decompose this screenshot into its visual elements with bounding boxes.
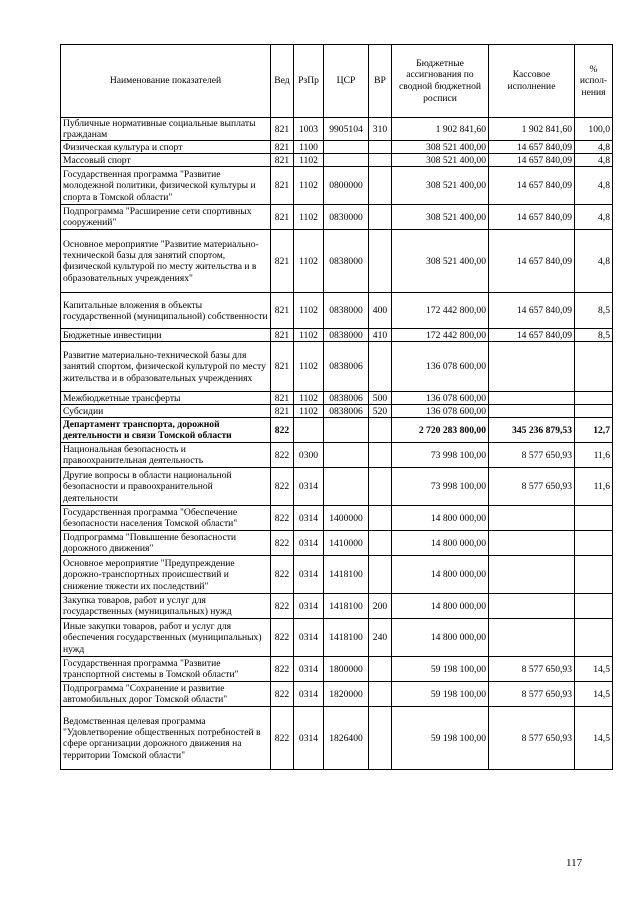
- row-rzpr: 0314: [294, 556, 324, 594]
- row-pct: 8,5: [575, 329, 613, 342]
- row-cash: [489, 405, 575, 418]
- row-cash: 8 577 650,93: [489, 707, 575, 770]
- header-ved: Вед: [271, 45, 294, 118]
- row-ved: 821: [271, 141, 294, 154]
- row-pct: [575, 556, 613, 594]
- table-row: [61, 657, 613, 682]
- row-name: Межбюджетные трансферты: [61, 392, 271, 405]
- table-row: [61, 594, 613, 619]
- row-vr: [369, 506, 392, 531]
- row-rzpr: 0314: [294, 506, 324, 531]
- row-name: Основное мероприятие "Предупреждение дорожно-транспортных происшествий и снижение тяжести их последствий": [61, 556, 271, 594]
- table-row: [61, 392, 613, 405]
- row-ved: 821: [271, 118, 294, 141]
- row-csr: 1800000: [324, 657, 369, 682]
- table-row: [61, 468, 613, 506]
- row-csr: 0838000: [324, 230, 369, 293]
- row-rzpr: 1102: [294, 342, 324, 392]
- row-assigned: 14 800 000,00: [392, 556, 489, 594]
- row-pct: 14,5: [575, 707, 613, 770]
- row-name: Бюджетные инвестиции: [61, 329, 271, 342]
- table-row: [61, 443, 613, 468]
- row-csr: 0838006: [324, 405, 369, 418]
- row-rzpr: 0314: [294, 468, 324, 506]
- row-cash: [489, 619, 575, 657]
- row-assigned: 73 998 100,00: [392, 468, 489, 506]
- row-csr: 0830000: [324, 205, 369, 230]
- row-csr: [324, 141, 369, 154]
- row-rzpr: 1102: [294, 329, 324, 342]
- table-row: [61, 405, 613, 418]
- row-rzpr: 0314: [294, 594, 324, 619]
- header-pct: % испол-нения: [575, 45, 613, 118]
- row-cash: [489, 556, 575, 594]
- row-cash: [489, 506, 575, 531]
- row-name: Развитие материально-технической базы для занятий спортом, физической культурой по месту жительства и в образовательных учреждениях: [61, 342, 271, 392]
- table-row: [61, 418, 613, 443]
- row-pct: 8,5: [575, 293, 613, 329]
- table-row: [61, 619, 613, 657]
- row-csr: 0838006: [324, 342, 369, 392]
- row-assigned: 308 521 400,00: [392, 205, 489, 230]
- row-name: Субсидии: [61, 405, 271, 418]
- row-csr: 1418100: [324, 556, 369, 594]
- row-name: Подпрограмма "Расширение сети спортивных сооружений": [61, 205, 271, 230]
- row-csr: 1820000: [324, 682, 369, 707]
- page-number: 117: [566, 857, 583, 869]
- row-vr: 400: [369, 293, 392, 329]
- row-assigned: 136 078 600,00: [392, 342, 489, 392]
- row-ved: 822: [271, 657, 294, 682]
- row-rzpr: 0314: [294, 531, 324, 556]
- row-ved: 821: [271, 293, 294, 329]
- row-vr: 410: [369, 329, 392, 342]
- row-csr: 0838006: [324, 392, 369, 405]
- row-csr: [324, 468, 369, 506]
- row-assigned: 14 800 000,00: [392, 531, 489, 556]
- table-row: [61, 230, 613, 293]
- row-pct: 100,0: [575, 118, 613, 141]
- row-assigned: 308 521 400,00: [392, 230, 489, 293]
- row-vr: 240: [369, 619, 392, 657]
- row-vr: [369, 531, 392, 556]
- row-ved: 822: [271, 418, 294, 443]
- row-ved: 821: [271, 329, 294, 342]
- row-cash: 8 577 650,93: [489, 443, 575, 468]
- row-cash: [489, 342, 575, 392]
- row-pct: [575, 594, 613, 619]
- row-pct: [575, 405, 613, 418]
- row-ved: 821: [271, 405, 294, 418]
- row-rzpr: 0314: [294, 707, 324, 770]
- row-rzpr: 0314: [294, 682, 324, 707]
- row-ved: 822: [271, 682, 294, 707]
- row-vr: [369, 682, 392, 707]
- header-assignments: Бюджетные ассигнования по сводной бюджетной росписи: [392, 45, 489, 118]
- row-vr: 500: [369, 392, 392, 405]
- row-csr: [324, 154, 369, 167]
- row-cash: 14 657 840,09: [489, 205, 575, 230]
- row-vr: 520: [369, 405, 392, 418]
- row-csr: 1410000: [324, 531, 369, 556]
- row-rzpr: 1003: [294, 118, 324, 141]
- row-name: Подпрограмма "Повышение безопасности дорожного движения": [61, 531, 271, 556]
- row-name: Ведомственная целевая программа "Удовлетворение общественных потребностей в сфере организации дорожного движения на территории Томской области": [61, 707, 271, 770]
- row-vr: 200: [369, 594, 392, 619]
- row-ved: 821: [271, 230, 294, 293]
- row-cash: 8 577 650,93: [489, 657, 575, 682]
- row-cash: 14 657 840,09: [489, 167, 575, 205]
- row-cash: 14 657 840,09: [489, 154, 575, 167]
- row-rzpr: 1100: [294, 141, 324, 154]
- table-row: [61, 506, 613, 531]
- table-row: [61, 342, 613, 392]
- row-pct: 12,7: [575, 418, 613, 443]
- row-pct: 11,6: [575, 443, 613, 468]
- row-vr: [369, 556, 392, 594]
- table-row: [61, 707, 613, 770]
- row-cash: 8 577 650,93: [489, 468, 575, 506]
- table-row: [61, 329, 613, 342]
- row-vr: [369, 154, 392, 167]
- row-pct: [575, 506, 613, 531]
- row-assigned: 136 078 600,00: [392, 405, 489, 418]
- header-vr: ВР: [369, 45, 392, 118]
- row-name: Публичные нормативные социальные выплаты гражданам: [61, 118, 271, 141]
- row-csr: [324, 443, 369, 468]
- row-rzpr: 1102: [294, 230, 324, 293]
- row-name: Капитальные вложения в объекты государственной (муниципальной) собственности: [61, 293, 271, 329]
- row-name: Государственная программа "Развитие транспортной системы в Томской области": [61, 657, 271, 682]
- row-pct: [575, 342, 613, 392]
- row-ved: 821: [271, 205, 294, 230]
- row-rzpr: 1102: [294, 205, 324, 230]
- row-assigned: 59 198 100,00: [392, 707, 489, 770]
- row-ved: 822: [271, 531, 294, 556]
- row-pct: 4,8: [575, 167, 613, 205]
- row-rzpr: 0314: [294, 619, 324, 657]
- row-assigned: 14 800 000,00: [392, 594, 489, 619]
- row-pct: 11,6: [575, 468, 613, 506]
- row-csr: 1826400: [324, 707, 369, 770]
- row-name: Иные закупки товаров, работ и услуг для обеспечения государственных (муниципальных) нужд: [61, 619, 271, 657]
- row-rzpr: 0314: [294, 657, 324, 682]
- row-name: Физическая культура и спорт: [61, 141, 271, 154]
- row-vr: [369, 230, 392, 293]
- row-cash: 345 236 879,53: [489, 418, 575, 443]
- row-csr: 9905104: [324, 118, 369, 141]
- row-rzpr: 1102: [294, 154, 324, 167]
- row-csr: 0838000: [324, 293, 369, 329]
- row-rzpr: 1102: [294, 392, 324, 405]
- row-cash: [489, 531, 575, 556]
- row-assigned: 136 078 600,00: [392, 392, 489, 405]
- row-rzpr: 0300: [294, 443, 324, 468]
- row-ved: 821: [271, 342, 294, 392]
- row-assigned: 2 720 283 800,00: [392, 418, 489, 443]
- table-row: [61, 205, 613, 230]
- row-cash: 8 577 650,93: [489, 682, 575, 707]
- row-vr: [369, 707, 392, 770]
- table-row: [61, 167, 613, 205]
- row-name: Основное мероприятие "Развитие материально-технической базы для занятий спортом, физической культурой по месту жительства и в образовательных учреждениях": [61, 230, 271, 293]
- row-assigned: 308 521 400,00: [392, 167, 489, 205]
- row-vr: [369, 342, 392, 392]
- row-vr: [369, 167, 392, 205]
- row-rzpr: 1102: [294, 293, 324, 329]
- row-pct: 4,8: [575, 230, 613, 293]
- table-row: [61, 531, 613, 556]
- row-ved: 822: [271, 506, 294, 531]
- row-csr: 0838000: [324, 329, 369, 342]
- row-cash: 1 902 841,60: [489, 118, 575, 141]
- row-ved: 821: [271, 392, 294, 405]
- row-csr: 1400000: [324, 506, 369, 531]
- table-row: [61, 118, 613, 141]
- row-pct: 4,8: [575, 205, 613, 230]
- row-cash: 14 657 840,09: [489, 141, 575, 154]
- row-cash: 14 657 840,09: [489, 293, 575, 329]
- row-csr: 0800000: [324, 167, 369, 205]
- header-rzpr: РзПр: [294, 45, 324, 118]
- row-name: Закупка товаров, работ и услуг для государственных (муниципальных) нужд: [61, 594, 271, 619]
- row-name: Массовый спорт: [61, 154, 271, 167]
- row-name: Государственная программа "Развитие молодежной политики, физической культуры и спорта в Томской области": [61, 167, 271, 205]
- row-cash: [489, 594, 575, 619]
- row-cash: 14 657 840,09: [489, 230, 575, 293]
- row-csr: 1418100: [324, 619, 369, 657]
- row-rzpr: 1102: [294, 405, 324, 418]
- row-cash: [489, 392, 575, 405]
- row-pct: [575, 392, 613, 405]
- row-csr: 1418100: [324, 594, 369, 619]
- header-csr: ЦСР: [324, 45, 369, 118]
- header-name: Наименование показателей: [61, 45, 271, 118]
- row-assigned: 59 198 100,00: [392, 657, 489, 682]
- row-ved: 822: [271, 594, 294, 619]
- table-row: [61, 141, 613, 154]
- row-assigned: 73 998 100,00: [392, 443, 489, 468]
- table-header-row: [61, 45, 613, 118]
- row-pct: 14,5: [575, 682, 613, 707]
- row-name: Другие вопросы в области национальной безопасности и правоохранительной деятельности: [61, 468, 271, 506]
- row-ved: 822: [271, 707, 294, 770]
- row-assigned: 1 902 841,60: [392, 118, 489, 141]
- table-row: [61, 556, 613, 594]
- row-ved: 822: [271, 619, 294, 657]
- row-assigned: 308 521 400,00: [392, 141, 489, 154]
- row-vr: [369, 141, 392, 154]
- row-rzpr: [294, 418, 324, 443]
- row-ved: 822: [271, 443, 294, 468]
- row-name: Государственная программа "Обеспечение безопасности населения Томской области": [61, 506, 271, 531]
- header-cash: Кассовое исполнение: [489, 45, 575, 118]
- row-assigned: 172 442 800,00: [392, 293, 489, 329]
- row-assigned: 172 442 800,00: [392, 329, 489, 342]
- table-row: [61, 293, 613, 329]
- row-pct: 4,8: [575, 154, 613, 167]
- row-ved: 821: [271, 154, 294, 167]
- row-ved: 821: [271, 167, 294, 205]
- row-vr: [369, 657, 392, 682]
- row-assigned: 14 800 000,00: [392, 506, 489, 531]
- row-pct: 14,5: [575, 657, 613, 682]
- table-row: [61, 154, 613, 167]
- row-pct: [575, 619, 613, 657]
- row-assigned: 59 198 100,00: [392, 682, 489, 707]
- row-name: Департамент транспорта, дорожной деятельности и связи Томской области: [61, 418, 271, 443]
- row-vr: 310: [369, 118, 392, 141]
- row-name: Национальная безопасность и правоохранительная деятельность: [61, 443, 271, 468]
- row-name: Подпрограмма "Сохранение и развитие автомобильных дорог Томской области": [61, 682, 271, 707]
- row-assigned: 308 521 400,00: [392, 154, 489, 167]
- row-vr: [369, 205, 392, 230]
- row-pct: [575, 531, 613, 556]
- row-csr: [324, 418, 369, 443]
- budget-execution-table: [60, 44, 613, 770]
- row-vr: [369, 443, 392, 468]
- row-rzpr: 1102: [294, 167, 324, 205]
- row-assigned: 14 800 000,00: [392, 619, 489, 657]
- row-ved: 822: [271, 468, 294, 506]
- row-ved: 822: [271, 556, 294, 594]
- table-row: [61, 682, 613, 707]
- row-cash: 14 657 840,09: [489, 329, 575, 342]
- row-vr: [369, 468, 392, 506]
- row-pct: 4,8: [575, 141, 613, 154]
- row-vr: [369, 418, 392, 443]
